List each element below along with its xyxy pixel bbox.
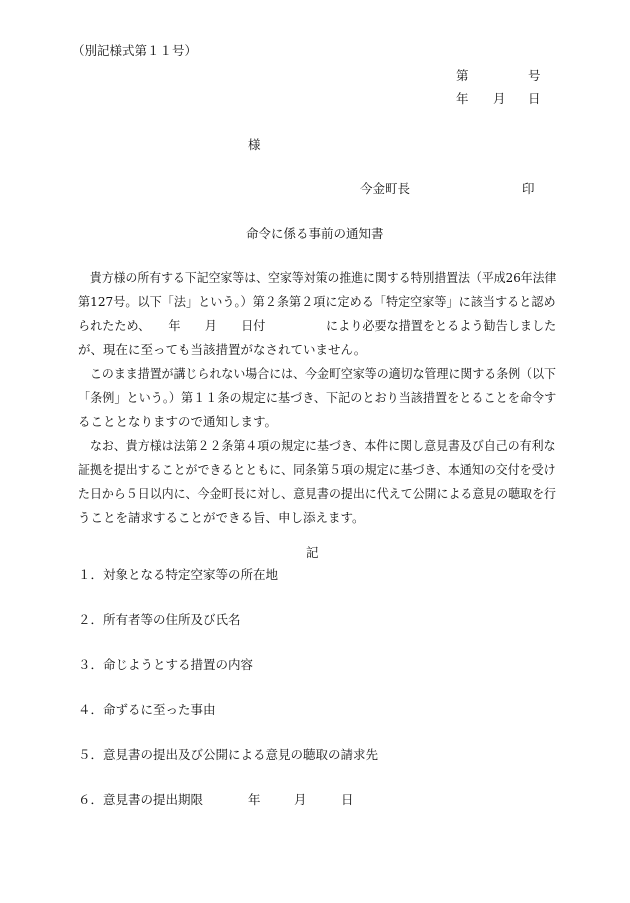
deadline-year: 年 (248, 792, 261, 807)
recipient-suffix: 様 (248, 137, 261, 152)
doc-number-prefix: 第 (456, 68, 469, 83)
form-id: （別記様式第１１号） (72, 43, 198, 58)
list-item: ５．意見書の提出及び公開による意見の聴取の請求先 (78, 747, 379, 762)
body-line: られたため、 年 月 日付 により必要な措置をとるよう勧告しました (78, 318, 557, 333)
date-year: 年 (456, 91, 469, 106)
list-item: ３．命じようとする措置の内容 (78, 657, 254, 672)
body-line: 「条例」という。）第１１条の規定に基づき、下記のとおり当該措置をとることを命令す (78, 390, 557, 405)
document-title: 命令に係る事前の通知書 (246, 226, 384, 241)
body-line: た日から５日以内に、今金町長に対し、意見書の提出に代えて公開による意見の聴取を行 (78, 486, 557, 501)
list-item: １．対象となる特定空家等の所在地 (78, 567, 279, 582)
body-line: なお、貴方様は法第２２条第４項の規定に基づき、本件に関し意見書及び自己の有利な (78, 438, 556, 453)
body-line: 第127号。以下「法」という。）第２条第２項に定める「特定空家等」に該当すると認め (78, 294, 556, 309)
date-month: 月 (493, 91, 506, 106)
sender-title: 今金町長 (360, 181, 411, 196)
body-line: 証拠を提出することができるとともに、同条第５項の規定に基づき、本通知の交付を受け (78, 462, 556, 477)
list-item: ２．所有者等の住所及び氏名 (78, 612, 241, 627)
date-day: 日 (528, 91, 541, 106)
body-line: が、現在に至っても当該措置がなされていません。 (78, 342, 367, 357)
seal-mark: 印 (522, 181, 535, 196)
body-line: うことを請求することができる旨、申し添えます。 (78, 510, 365, 525)
ki-heading: 記 (306, 545, 319, 560)
doc-number-suffix: 号 (528, 68, 541, 83)
list-item: ４．命ずるに至った事由 (78, 702, 216, 717)
body-line: 貴方様の所有する下記空家等は、空家等対策の推進に関する特別措置法（平成26年法律 (78, 270, 557, 285)
list-item: ６．意見書の提出期限 (78, 792, 204, 807)
body-line: ることとなりますので通知します。 (78, 414, 278, 429)
deadline-month: 月 (294, 792, 307, 807)
body-line: このまま措置が講じられない場合には、今金町空家等の適切な管理に関する条例（以下 (78, 366, 557, 381)
deadline-day: 日 (341, 792, 354, 807)
